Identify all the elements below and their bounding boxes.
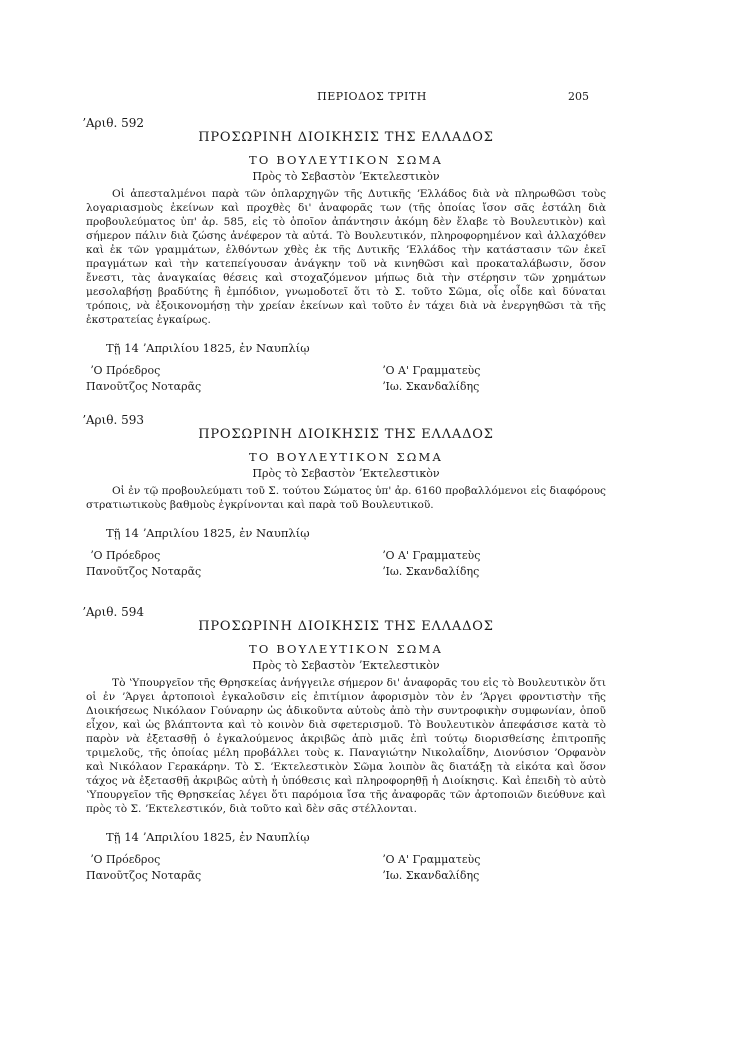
entry-number: ʼΑριθ. 594 [82,605,144,619]
running-title: ΠΕΡΙΟΔΟΣ ΤΡΙΤΗ [317,90,427,103]
secretary-title: ʼΟ Α' Γραμματεὺς [382,364,481,377]
document-entry-593 [82,413,606,582]
entry-body: Οἱ ἀπεσταλμένοι παρὰ τῶν ὁπλαρχηγῶν τῆς Δυτικῆς ʼΕλλάδος διὰ νὰ πληρωθῶσι τοὺς λογαριασμοὺς ἐκείνων καὶ προχθὲς δι' ἀναφορᾶς των (τῆς ὁποίας ἴσον σᾶς ἐστάλη διὰ προβουλεύματος ὑπ' ἀρ. 585, εἰς τὸ ὁποῖον ἀπάντησιν ἀκόμη δὲν ἔλαβε τὸ Βουλευτικὸν) καὶ σήμερον πάλιν διὰ ζώσης ἀνέφερον τὰ αὐτά. Τὸ Βουλευτικόν, πληροφορημένον καὶ ἀλλαχόθεν καὶ ἐκ τῶν γραμμάτων, ἐλθόντων χθὲς ἐκ τῆς Δυτικῆς ʼΕλλάδος τὴν κατάστασιν τῶν ἐκεῖ πραγμάτων καὶ τὴν κατεπείγουσαν ἀνάγκην τοῦ νὰ κινηθῶσι καὶ προκαταλάβωσιν, ὅσον ἔνεστι, τὰς ἀναγκαίας θέσεις καὶ στοχαζόμενον μήπως διὰ τὴν στέρησιν τῶν χρημάτων μεσολαβήσῃ βραδύτης ἢ ἐμπόδιον, γνωμοδοτεῖ ὅτι τὸ Σ. τοῦτο Σῶμα, οἷς οἶδε καὶ δύναται τρόποις, νὰ ἐξοικονομήσῃ τὴν χρείαν ἐκείνων καὶ τοῦτο ἐν τάχει διὰ νὰ ἐνεργηθῶσι τὰ τῆς ἐκστρατείας ἐγκαίρως. [86,188,606,326]
signature-left [86,852,201,884]
president-name: Πανοῦτζος Νοταρᾶς [86,565,202,578]
signature-left [86,548,201,580]
president-name: Πανοῦτζος Νοταρᾶς [86,380,202,393]
secretary-name: ʼΙω. Σκανδαλίδης [382,380,480,393]
entry-date: Τῇ 14 ʼΑπριλίου 1825, ἐν Ναυπλίῳ [106,830,310,844]
entry-number: ʼΑριθ. 592 [82,116,144,130]
entry-subheading: ΤΟ ΒΟΥΛΕΥΤΙΚΟΝ ΣΩΜΑ [248,153,443,167]
document-entry-592 [82,116,606,397]
entry-number: ʼΑριθ. 593 [82,413,144,427]
entry-addressee: Πρὸς τὸ Σεβαστὸν ʼΕκτελεστικὸν [252,659,440,672]
entry-body: Τὸ ʽΥπουργεῖον τῆς Θρησκείας ἀνήγγειλε σήμερον δι' ἀναφορᾶς του εἰς τὸ Βουλευτικὸν ὅτι οἱ ἐν ʼΆργει ἀρτοποιοὶ ἐγκαλοῦσιν εἰς ἐπιτίμιον ἀφορισμὸν τὸν ἐν ʼΆργει φροντιστὴν τῆς Διοικήσεως Νικόλαον Γούναρην ὡς ἀδικοῦντα αὐτοὺς ἀπὸ τὴν συντροφικὴν συμφωνίαν, ὁποῦ εἶχον, καὶ ὡς βλάπτοντα καὶ τὸ κοινὸν διὰ σφετερισμοῦ. Τὸ Βουλευτικὸν ἀπεφάσισε κατὰ τὸ παρὸν νὰ ἐξετασθῇ ὁ ἐγκαλούμενος ἀκριβῶς ἀπὸ μιᾶς ἐπὶ τούτῳ διορισθείσης ἐπιτροπῆς τριμελοῦς, τῆς ὁποίας μέλη προβάλλει τοὺς κ. Παναγιώτην Νικολαΐδην, Διονύσιον ʼΟρφανὸν καὶ Νικόλαον Γερακάρην. Τὸ Σ. ʼΕκτελεστικὸν Σῶμα λοιπὸν ἃς διατάξῃ τὰ εἰκότα καὶ ὅσον τάχος νὰ ἐξετασθῇ ἀκριβῶς αὐτὴ ἡ ὑπόθεσις καὶ πληροφορηθῇ ἡ Διοίκησις. Καὶ ἐπειδὴ τὸ αὐτὸ ʽΥπουργεῖον τῆς Θρησκείας λέγει ὅτι παρόμοια ἴσα τῆς ἀναφορᾶς τῶν ἀρτοποιῶν διεύθυνε καὶ πρὸς τὸ Σ. ʼΕκτελεστικόν, διὰ τοῦτο καὶ δὲν σᾶς στέλλονται. [86,677,606,815]
running-header [0,90,744,106]
secretary-name: ʼΙω. Σκανδαλίδης [382,869,480,882]
signature-right [382,852,480,884]
president-title: ʼΟ Πρόεδρος [90,853,161,866]
page-number: 205 [568,90,589,103]
signature-left [86,363,201,395]
secretary-name: ʼΙω. Σκανδαλίδης [382,565,480,578]
secretary-title: ʼΟ Α' Γραμματεὺς [382,549,481,562]
secretary-title: ʼΟ Α' Γραμματεὺς [382,853,481,866]
signature-right [382,548,480,580]
entry-heading: ΠΡΟΣΩΡΙΝΗ ΔΙΟΙΚΗΣΙΣ ΤΗΣ ΕΛΛΑΔΟΣ [198,619,494,634]
signature-block [86,363,606,397]
entry-date: Τῇ 14 ʼΑπριλίου 1825, ἐν Ναυπλίῳ [106,526,310,540]
entry-addressee: Πρὸς τὸ Σεβαστὸν ʼΕκτελεστικὸν [252,170,440,183]
signature-block [86,548,606,582]
entry-subheading: ΤΟ ΒΟΥΛΕΥΤΙΚΟΝ ΣΩΜΑ [248,450,443,464]
president-title: ʼΟ Πρόεδρος [90,364,161,377]
entry-heading: ΠΡΟΣΩΡΙΝΗ ΔΙΟΙΚΗΣΙΣ ΤΗΣ ΕΛΛΑΔΟΣ [198,427,494,442]
signature-right [382,363,480,395]
entry-addressee: Πρὸς τὸ Σεβαστὸν ʼΕκτελεστικὸν [252,467,440,480]
entry-heading: ΠΡΟΣΩΡΙΝΗ ΔΙΟΙΚΗΣΙΣ ΤΗΣ ΕΛΛΑΔΟΣ [198,130,494,145]
signature-block [86,852,606,886]
entry-subheading: ΤΟ ΒΟΥΛΕΥΤΙΚΟΝ ΣΩΜΑ [248,642,443,656]
president-title: ʼΟ Πρόεδρος [90,549,161,562]
document-entry-594 [82,605,606,886]
entry-date: Τῇ 14 ʼΑπριλίου 1825, ἐν Ναυπλίῳ [106,341,310,355]
president-name: Πανοῦτζος Νοταρᾶς [86,869,202,882]
entry-body: Οἱ ἐν τῷ προβουλεύματι τοῦ Σ. τούτου Σώματος ὑπ' ἀρ. 6160 προβαλλόμενοι εἰς διαφόρους στρατιωτικοὺς βαθμοὺς ἐγκρίνονται καὶ παρὰ τοῦ Βουλευτικοῦ. [86,485,606,511]
